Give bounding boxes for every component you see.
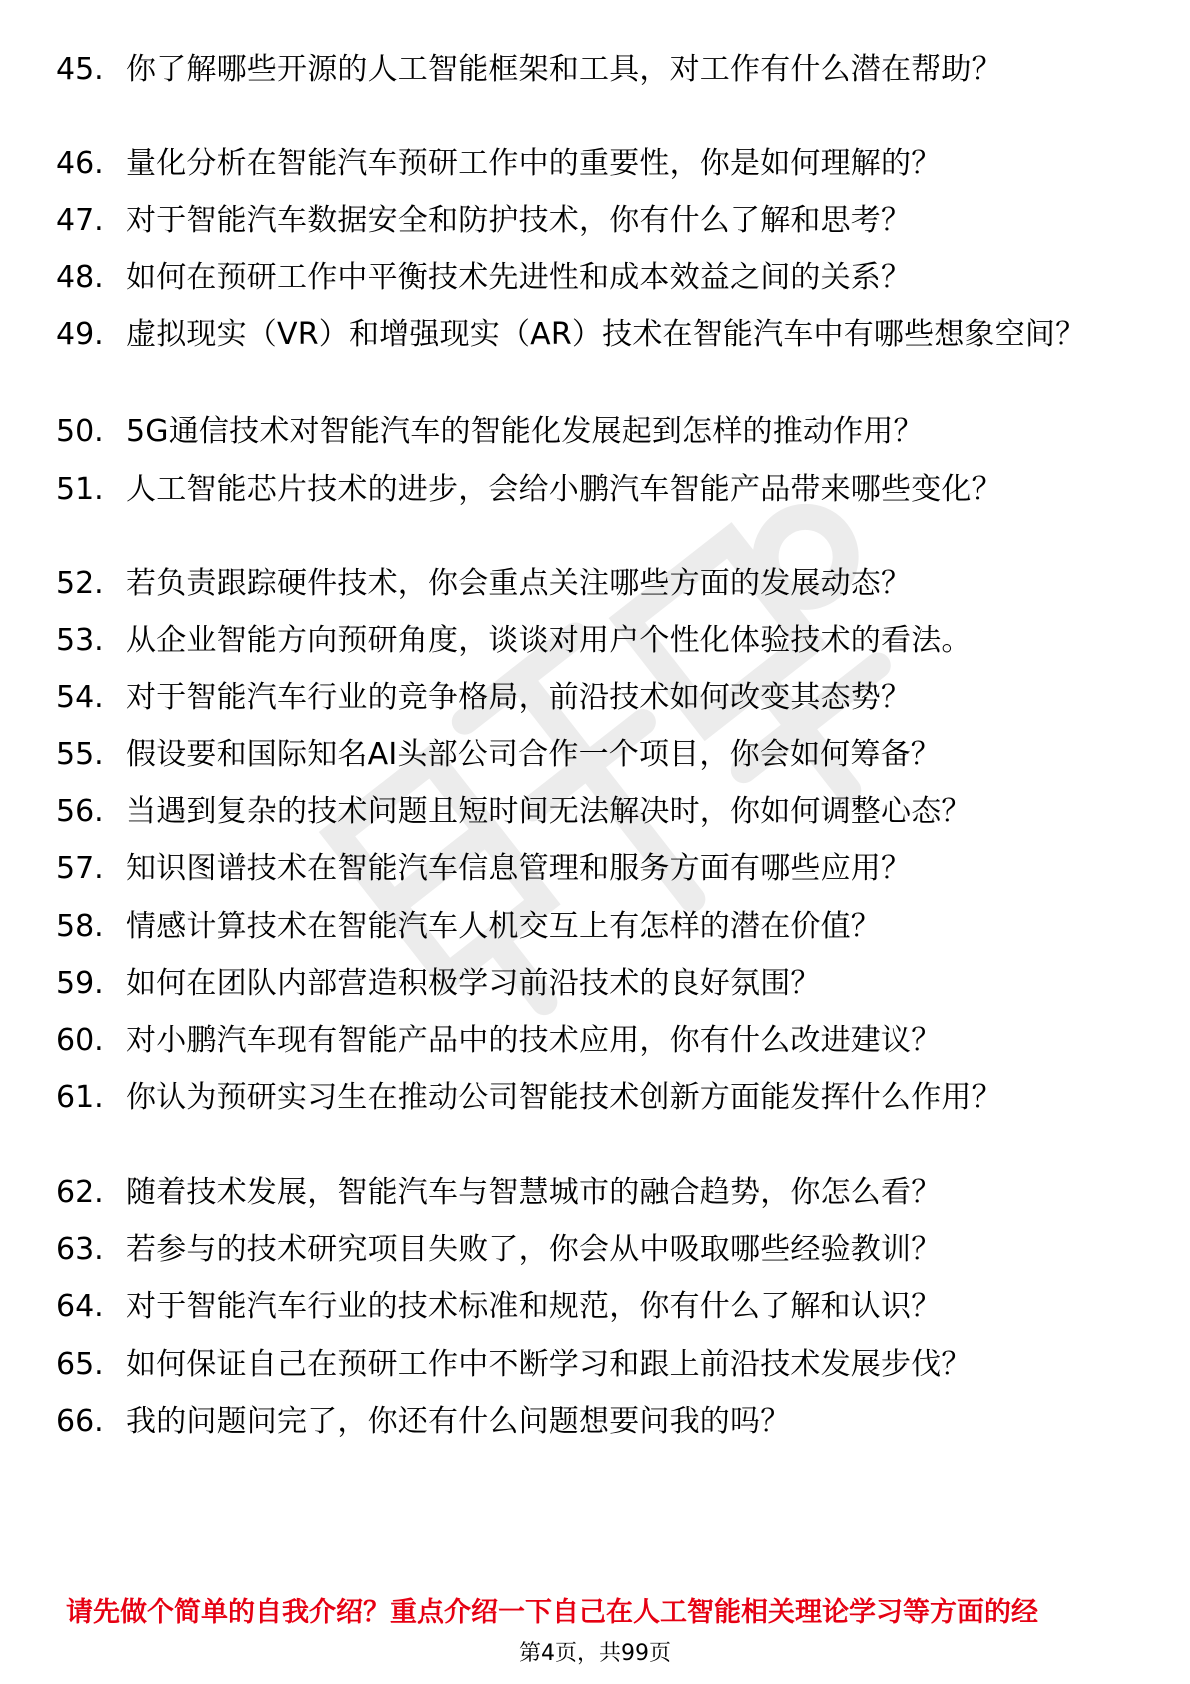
question-text: 人工智能芯片技术的进步，会给小鹏汽车智能产品带来哪些变化？ bbox=[126, 472, 1002, 507]
question-number: 45. bbox=[56, 52, 104, 87]
question-text: 对小鹏汽车现有智能产品中的技术应用，你有什么改进建议？ bbox=[126, 1023, 942, 1058]
question-text: 我的问题问完了，你还有什么问题想要问我的吗？ bbox=[126, 1404, 791, 1439]
question-text: 如何保证自己在预研工作中不断学习和跟上前沿技术发展步伐？ bbox=[126, 1347, 972, 1382]
question-number: 56. bbox=[56, 794, 104, 829]
question-text: 5G通信技术对智能汽车的智能化发展起到怎样的推动作用？ bbox=[126, 414, 924, 449]
question-number: 50. bbox=[56, 414, 104, 449]
question-text: 当遇到复杂的技术问题且短时间无法解决时，你如何调整心态？ bbox=[126, 794, 972, 829]
question-text: 你了解哪些开源的人工智能框架和工具，对工作有什么潜在帮助？ bbox=[126, 52, 1002, 87]
question-text: 如何在团队内部营造积极学习前沿技术的良好氛围？ bbox=[126, 966, 821, 1001]
question-text: 知识图谱技术在智能汽车信息管理和服务方面有哪些应用？ bbox=[126, 851, 912, 886]
page-number: 第4页，共99页 bbox=[519, 1641, 671, 1666]
question-number: 58. bbox=[56, 909, 104, 944]
question-text: 你认为预研实习生在推动公司智能技术创新方面能发挥什么作用？ bbox=[126, 1080, 1002, 1115]
footer-intro-text: 请先做个简单的自我介绍？重点介绍一下自己在人工智能相关理论学习等方面的经 bbox=[66, 1597, 1038, 1628]
question-text: 对于智能汽车数据安全和防护技术，你有什么了解和思考？ bbox=[126, 203, 912, 238]
question-number: 64. bbox=[56, 1289, 104, 1324]
question-number: 60. bbox=[56, 1023, 104, 1058]
question-number: 65. bbox=[56, 1347, 104, 1382]
question-text: 如何在预研工作中平衡技术先进性和成本效益之间的关系？ bbox=[126, 260, 912, 295]
question-text: 从企业智能方向预研角度，谈谈对用户个性化体验技术的看法。 bbox=[126, 623, 972, 658]
question-number: 55. bbox=[56, 737, 104, 772]
question-number: 61. bbox=[56, 1080, 104, 1115]
question-number: 63. bbox=[56, 1232, 104, 1267]
question-number: 62. bbox=[56, 1175, 104, 1210]
question-number: 49. bbox=[56, 317, 104, 352]
question-text: 虚拟现实（VR）和增强现实（AR）技术在智能汽车中有哪些想象空间？ bbox=[126, 317, 1086, 352]
question-number: 53. bbox=[56, 623, 104, 658]
question-text: 对于智能汽车行业的竞争格局，前沿技术如何改变其态势？ bbox=[126, 680, 912, 715]
question-number: 52. bbox=[56, 566, 104, 601]
question-number: 59. bbox=[56, 966, 104, 1001]
question-number: 66. bbox=[56, 1404, 104, 1439]
question-number: 48. bbox=[56, 260, 104, 295]
question-text: 随着技术发展，智能汽车与智慧城市的融合趋势，你怎么看？ bbox=[126, 1175, 942, 1210]
question-number: 46. bbox=[56, 146, 104, 181]
question-text: 若参与的技术研究项目失败了，你会从中吸取哪些经验教训？ bbox=[126, 1232, 942, 1267]
question-number: 57. bbox=[56, 851, 104, 886]
question-number: 51. bbox=[56, 472, 104, 507]
question-text: 假设要和国际知名AI头部公司合作一个项目，你会如何筹备？ bbox=[126, 737, 941, 772]
question-text: 对于智能汽车行业的技术标准和规范，你有什么了解和认识？ bbox=[126, 1289, 942, 1324]
question-number: 54. bbox=[56, 680, 104, 715]
question-text: 若负责跟踪硬件技术，你会重点关注哪些方面的发展动态？ bbox=[126, 566, 912, 601]
question-text: 情感计算技术在智能汽车人机交互上有怎样的潜在价值？ bbox=[126, 909, 881, 944]
question-number: 47. bbox=[56, 203, 104, 238]
question-text: 量化分析在智能汽车预研工作中的重要性，你是如何理解的？ bbox=[126, 146, 942, 181]
